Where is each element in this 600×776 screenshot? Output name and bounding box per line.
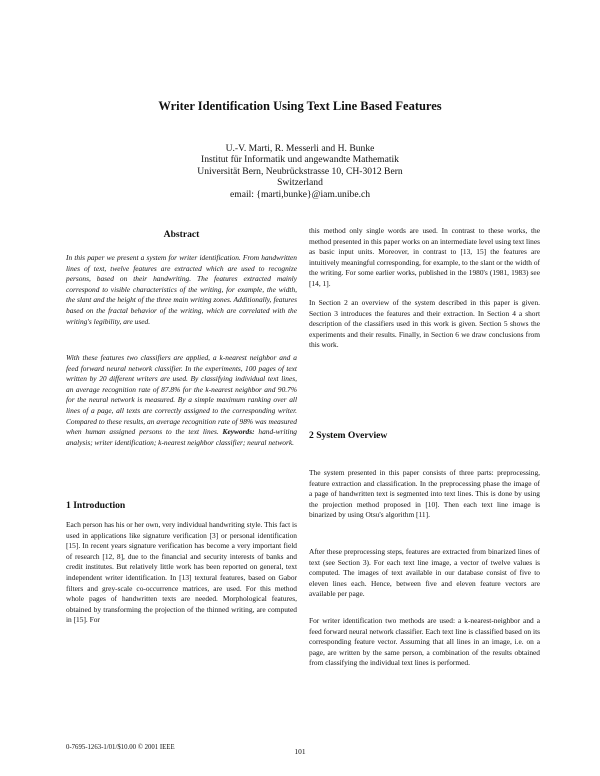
- affiliation-country: Switzerland: [277, 177, 323, 189]
- section-overview-paragraph: In Section 2 an overview of the system described in this paper is given. Section 3 introduces the features and their extraction. In Section 4 a short description of the classifiers used in this work is given. Section 5 shows the experiments and their results. Finally, in Section 6 we draw conclusions from this work.: [309, 298, 540, 350]
- intro-continued-paragraph: this method only single words are used. In contrast to these works, the method presented in this paper works on an intermediate level using text lines as basic input units. Moreover, in contrast to [13, 15] the features are intuitively meaningful corresponding, for example, to the slant or the width of the writing. For some earlier works, published in the 1980's (1981, 1983) see [14, 1].: [309, 226, 540, 288]
- copyright-line: 0-7695-1263-1/01/$10.00 © 2001 IEEE: [66, 744, 175, 751]
- author-names: U.-V. Marti, R. Messerli and H. Bunke: [225, 143, 375, 154]
- abstract-paragraph-1: In this paper we present a system for writer identification. From handwritten lines of text, twelve features are extracted which are used to recognize persons, based on their handwriting. The features extracted mainly correspond to visible characteristics of the writing, for example, the width, the slant and the height of the three main writing zones. Additionally, features based on the fractal behavior of the writing, which are correlated with the writing's legibility, are used.: [66, 253, 297, 326]
- paper-title: Writer Identification Using Text Line Based Features: [158, 99, 442, 113]
- abstract-heading: Abstract: [163, 229, 200, 240]
- introduction-heading: 1 Introduction: [66, 500, 126, 511]
- author-block: [0, 143, 600, 200]
- affiliation-institute: Institut für Informatik und angewandte Mathematik: [201, 154, 399, 166]
- author-email: email: {marti,bunke}@iam.unibe.ch: [229, 188, 371, 200]
- abstract-paragraph-2: [66, 353, 297, 448]
- abstract-paragraph-2-text: With these features two classifiers are applied, a k-nearest neighbor and a feed forward neural network classifier. In the experiments, 100 pages of text written by 20 different writers are used. By classifying individual text lines, an average recognition rate of 87.8% for the k-nearest neighbor and 90.7% for the neural network is measured. By a simple maximum ranking over all lines of a page, all texts are correctly assigned to the corresponding writer. Compared to these results, an average recognition rate of 98% was measured when human assigned persons to the text lines.: [66, 353, 297, 437]
- affiliation-address: Universität Bern, Neubrückstrasse 10, CH-3012 Bern: [197, 165, 403, 177]
- system-overview-paragraph-3: For writer identification two methods are used: a k-nearest-neighbor and a feed forward neural network classifier. Each text line is classified based on its corresponding feature vector. Assuming that all lines in an image, i.e. on a page, are written by the same person, a combination of the results obtained from classifying the individual text lines is performed.: [309, 616, 540, 668]
- system-overview-paragraph-2: After these preprocessing steps, features are extracted from binarized lines of text (see Section 3). For each text line image, a vector of twelve values is computed. The images of text available in our database consist of five to eleven lines each. Hence, between five and eleven feature vectors are available per page.: [309, 547, 540, 599]
- system-overview-heading: 2 System Overview: [309, 430, 388, 441]
- keywords-label: Keywords:: [222, 427, 255, 437]
- page-number: 101: [294, 747, 306, 756]
- system-overview-paragraph-1: The system presented in this paper consists of three parts: preprocessing, feature extraction and classification. In the preprocessing phase the image of a page of handwritten text is segmented into text lines. This is done by using the projection method proposed in [10]. Then each text line image is binarized by using Otsu's algorithm [11].: [309, 468, 540, 520]
- introduction-paragraph-1: Each person has his or her own, very individual handwriting style. This fact is used in applications like signature verification [3] or personal identification [15]. In recent years signature verification has become a very important field of research [12, 8], due to the financial and security interests of banks and credit institutes. But relatively little work has been reported on general, text independent writer identification. In [13] textural features, based on Gabor filters and grey-scale co-occurrence matrices, are used. For this method whole pages of handwritten texts are needed. Morphological features, obtained by transforming the projection of the thinned writing, are computed in [15]. For: [66, 520, 297, 625]
- keywords-text: hand-writing analysis; writer identification; k-nearest neighbor classifier; neural network.: [66, 427, 297, 447]
